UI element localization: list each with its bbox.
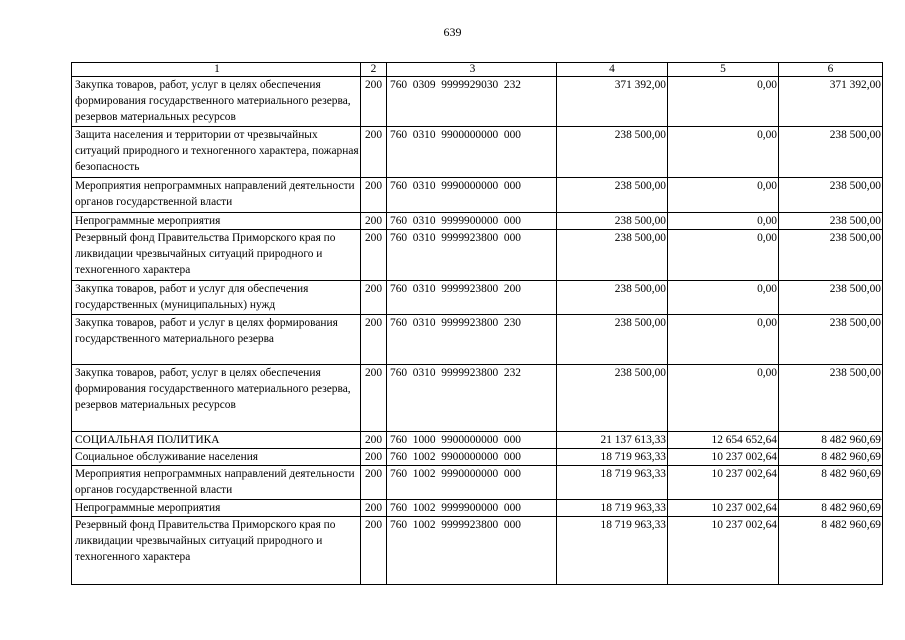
- row-col2: 200: [361, 315, 387, 365]
- row-name: Непрограммные мероприятия: [72, 500, 361, 517]
- row-col4: 238 500,00: [557, 281, 668, 315]
- row-col2: 200: [361, 449, 387, 466]
- row-col4: 21 137 613,33: [557, 432, 668, 449]
- table-row: [72, 432, 883, 449]
- table-row: [72, 127, 883, 178]
- row-col2: 200: [361, 213, 387, 230]
- row-col5: 0,00: [668, 230, 779, 281]
- row-code: 760 1002 9990000000 000: [387, 466, 557, 500]
- row-name: Защита населения и территории от чрезвычайных ситуаций природного и техногенного характера, пожарная безопасность: [72, 127, 361, 178]
- row-col6: 8 482 960,69: [779, 432, 883, 449]
- row-col4: 238 500,00: [557, 127, 668, 178]
- row-col4: 18 719 963,33: [557, 449, 668, 466]
- row-code: 760 1002 9900000000 000: [387, 449, 557, 466]
- row-col5: 10 237 002,64: [668, 500, 779, 517]
- row-col5: 0,00: [668, 127, 779, 178]
- row-col6: 238 500,00: [779, 230, 883, 281]
- row-col2: 200: [361, 517, 387, 585]
- row-name: Мероприятия непрограммных направлений деятельности органов государственной власти: [72, 466, 361, 500]
- row-col5: 0,00: [668, 213, 779, 230]
- row-col2: 200: [361, 500, 387, 517]
- row-col2: 200: [361, 432, 387, 449]
- column-header: 1: [72, 63, 361, 77]
- row-code: 760 1000 9900000000 000: [387, 432, 557, 449]
- row-col4: 238 500,00: [557, 178, 668, 213]
- row-col4: 238 500,00: [557, 315, 668, 365]
- row-col6: 238 500,00: [779, 127, 883, 178]
- row-col6: 238 500,00: [779, 315, 883, 365]
- row-col2: 200: [361, 230, 387, 281]
- row-col5: 0,00: [668, 315, 779, 365]
- row-col2: 200: [361, 365, 387, 432]
- row-col6: 8 482 960,69: [779, 466, 883, 500]
- table-row: [72, 230, 883, 281]
- row-code: 760 0310 9999923800 000: [387, 230, 557, 281]
- row-code: 760 1002 9999923800 000: [387, 517, 557, 585]
- row-code: 760 0310 9999923800 230: [387, 315, 557, 365]
- row-name: Закупка товаров, работ, услуг в целях обеспечения формирования государственного материального резерва, резервов материальных ресурсов: [72, 77, 361, 127]
- row-col2: 200: [361, 178, 387, 213]
- row-col2: 200: [361, 281, 387, 315]
- row-code: 760 0310 9999923800 232: [387, 365, 557, 432]
- row-col4: 238 500,00: [557, 230, 668, 281]
- row-col5: 0,00: [668, 178, 779, 213]
- page-number: 639: [443, 25, 462, 39]
- row-col2: 200: [361, 466, 387, 500]
- table-row: [72, 315, 883, 365]
- row-code: 760 0310 9990000000 000: [387, 178, 557, 213]
- row-col4: 18 719 963,33: [557, 466, 668, 500]
- row-col4: 18 719 963,33: [557, 517, 668, 585]
- budget-table: [71, 62, 883, 585]
- row-code: 760 1002 9999900000 000: [387, 500, 557, 517]
- column-header: 2: [361, 63, 387, 77]
- row-name: Закупка товаров, работ и услуг для обеспечения государственных (муниципальных) нужд: [72, 281, 361, 315]
- table-row: [72, 517, 883, 585]
- row-col4: 18 719 963,33: [557, 500, 668, 517]
- row-col5: 12 654 652,64: [668, 432, 779, 449]
- row-col5: 0,00: [668, 365, 779, 432]
- row-code: 760 0310 9900000000 000: [387, 127, 557, 178]
- table-row: [72, 449, 883, 466]
- column-header: 6: [779, 63, 883, 77]
- row-col6: 371 392,00: [779, 77, 883, 127]
- table-row: [72, 213, 883, 230]
- row-col5: 10 237 002,64: [668, 449, 779, 466]
- table-row: [72, 365, 883, 432]
- table-row: [72, 466, 883, 500]
- row-col6: 238 500,00: [779, 178, 883, 213]
- row-col5: 10 237 002,64: [668, 517, 779, 585]
- row-name: Непрограммные мероприятия: [72, 213, 361, 230]
- row-col2: 200: [361, 77, 387, 127]
- row-col6: 8 482 960,69: [779, 449, 883, 466]
- row-col4: 371 392,00: [557, 77, 668, 127]
- column-header: 4: [557, 63, 668, 77]
- row-name: Социальное обслуживание населения: [72, 449, 361, 466]
- row-code: 760 0310 9999900000 000: [387, 213, 557, 230]
- row-name: Закупка товаров, работ и услуг в целях формирования государственного материального резерва: [72, 315, 361, 365]
- table-row: [72, 281, 883, 315]
- row-col5: 10 237 002,64: [668, 466, 779, 500]
- row-name: СОЦИАЛЬНАЯ ПОЛИТИКА: [72, 432, 361, 449]
- row-col4: 238 500,00: [557, 213, 668, 230]
- row-name: Резервный фонд Правительства Приморского края по ликвидации чрезвычайных ситуаций природного и техногенного характера: [72, 230, 361, 281]
- row-name: Закупка товаров, работ, услуг в целях обеспечения формирования государственного материального резерва, резервов материальных ресурсов: [72, 365, 361, 432]
- row-col6: 238 500,00: [779, 365, 883, 432]
- row-col6: 8 482 960,69: [779, 500, 883, 517]
- row-col5: 0,00: [668, 281, 779, 315]
- row-name: Резервный фонд Правительства Приморского края по ликвидации чрезвычайных ситуаций природного и техногенного характера: [72, 517, 361, 585]
- row-col2: 200: [361, 127, 387, 178]
- table-row: [72, 500, 883, 517]
- row-code: 760 0309 9999929030 232: [387, 77, 557, 127]
- table-row: [72, 178, 883, 213]
- row-name: Мероприятия непрограммных направлений деятельности органов государственной власти: [72, 178, 361, 213]
- table-header-row: [72, 63, 883, 77]
- row-col4: 238 500,00: [557, 365, 668, 432]
- row-col5: 0,00: [668, 77, 779, 127]
- table-row: [72, 77, 883, 127]
- row-col6: 238 500,00: [779, 281, 883, 315]
- row-code: 760 0310 9999923800 200: [387, 281, 557, 315]
- column-header: 5: [668, 63, 779, 77]
- row-col6: 238 500,00: [779, 213, 883, 230]
- row-col6: 8 482 960,69: [779, 517, 883, 585]
- column-header: 3: [387, 63, 557, 77]
